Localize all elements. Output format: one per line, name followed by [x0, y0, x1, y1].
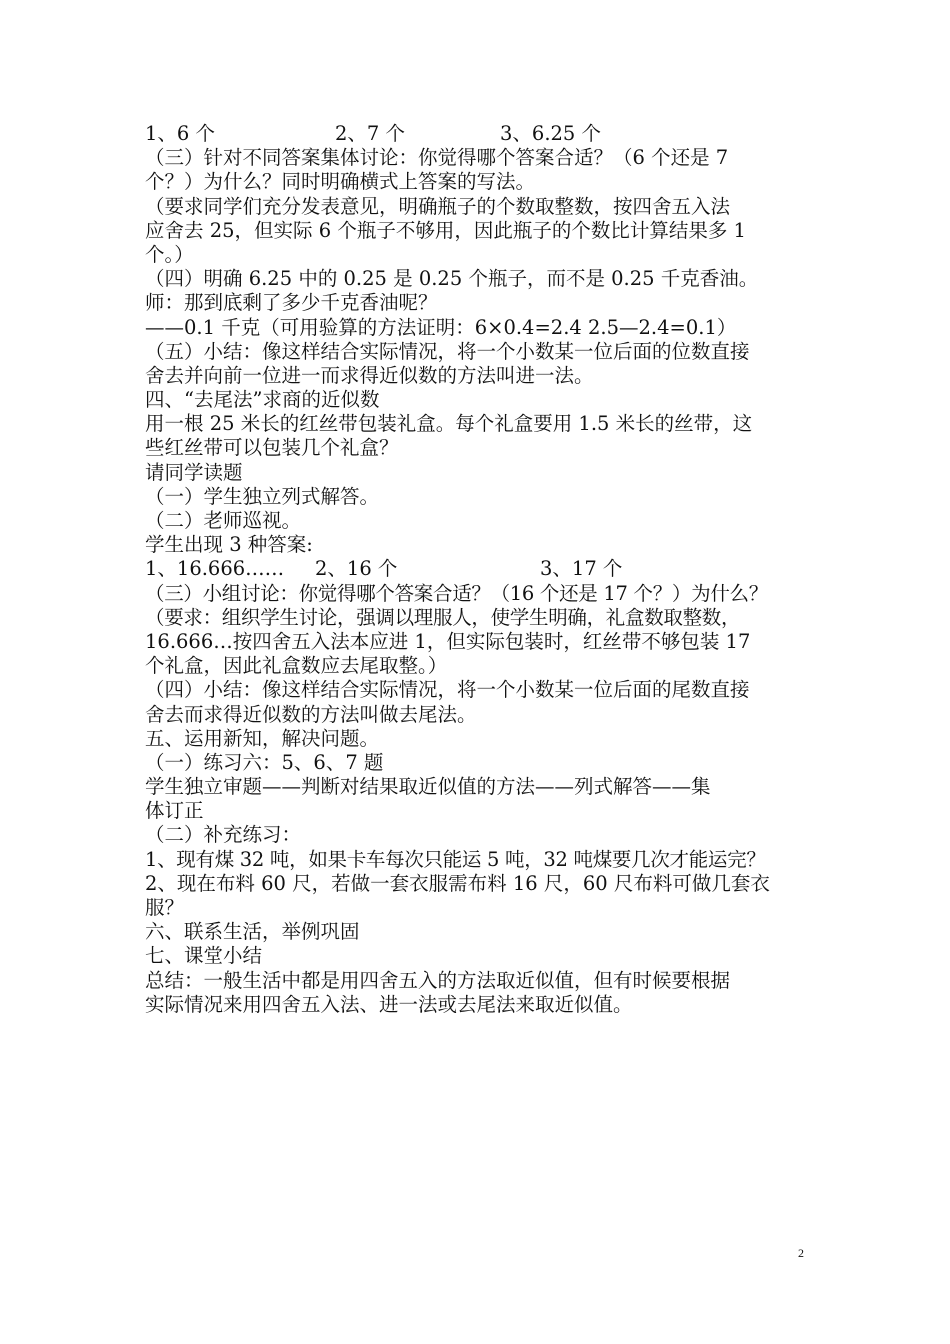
text-line: （二）老师巡视。: [145, 509, 302, 532]
answer-options-gift-boxes: [145, 557, 820, 581]
text-line: 些红丝带可以包装几个礼盒？: [145, 436, 399, 460]
text-line: 学生独立审题——判断对结果取近似值的方法——列式解答——集: [145, 775, 711, 799]
section-heading: 五、运用新知，解决问题。: [145, 726, 380, 750]
section-heading: 六、联系生活，举例巩固: [145, 920, 360, 944]
text-line: 师：那到底剩了多少千克香油呢？: [145, 291, 438, 315]
text-line: 用一根 25 米长的红丝带包装礼盒。每个礼盒要用 1.5 米长的丝带，这: [145, 412, 753, 436]
text-line: 个？）为什么？同时明确横式上答案的写法。: [145, 170, 536, 194]
text-line: 16.666…按四舍五入法本应进 1，但实际包装时，红丝带不够包装 17: [145, 629, 751, 653]
section-heading: 七、课堂小结: [145, 944, 263, 968]
text-line: 舍去并向前一位进一而求得近似数的方法叫进一法。: [145, 363, 594, 387]
text-line: （三）小组讨论：你觉得哪个答案合适？（16 个还是 17 个？）为什么？: [145, 581, 768, 605]
document-body: [145, 122, 820, 1017]
text-line: ——0.1 千克（可用验算的方法证明：6×0.4=2.4 2.5—2.4=0.1）: [145, 315, 737, 339]
text-line: 2、现在布料 60 尺，若做一套衣服需布料 16 尺，60 尺布料可做几套衣: [145, 871, 770, 895]
text-line: （要求：组织学生讨论，强调以理服人，使学生明确，礼盒数取整数，: [145, 605, 741, 629]
answer-option: 3、17 个: [540, 557, 623, 581]
text-line: 实际情况来用四舍五入法、进一法或去尾法来取近似值。: [145, 992, 633, 1016]
text-line: 体订正: [145, 799, 204, 823]
answer-option: 2、16 个: [315, 557, 398, 581]
text-line: 总结：一般生活中都是用四舍五入的方法取近似值，但有时候要根据: [145, 968, 731, 992]
answer-option: 1、16.666……: [145, 557, 285, 581]
text-line: （四）明确 6.25 中的 0.25 是 0.25 个瓶子，而不是 0.25 千克香油。: [145, 267, 759, 291]
answer-option: 3、6.25 个: [500, 122, 602, 145]
text-line: 应舍去 25，但实际 6 个瓶子不够用，因此瓶子的个数比计算结果多 1: [145, 218, 746, 242]
text-line: 请同学读题: [145, 460, 243, 484]
text-line: 服？: [145, 896, 185, 919]
text-line: 舍去而求得近似数的方法叫做去尾法。: [145, 702, 477, 726]
section-heading: 四、“去尾法”求商的近似数: [145, 388, 380, 412]
text-line: （三）针对不同答案集体讨论：你觉得哪个答案合适？（6 个还是 7: [145, 146, 729, 170]
text-line: （一）学生独立列式解答。: [145, 484, 380, 508]
answer-option: 2、7 个: [335, 122, 406, 145]
page-number: 2: [798, 1246, 804, 1260]
text-line: 个。）: [145, 242, 194, 266]
text-line: （要求同学们充分发表意见，明确瓶子的个数取整数，按四舍五入法: [145, 194, 731, 218]
text-line: （五）小结：像这样结合实际情况，将一个小数某一位后面的位数直接: [145, 339, 750, 363]
text-line: 1、现有煤 32 吨，如果卡车每次只能运 5 吨，32 吨煤要几次才能运完？: [145, 847, 766, 871]
text-line: 个礼盒，因此礼盒数应去尾取整。）: [145, 654, 448, 678]
answer-options-bottles: [145, 122, 820, 146]
answer-option: 1、6 个: [145, 122, 216, 145]
text-line: （四）小结：像这样结合实际情况，将一个小数某一位后面的尾数直接: [145, 678, 750, 702]
text-line: 学生出现 3 种答案:: [145, 533, 313, 557]
text-line: （二）补充练习：: [145, 823, 302, 847]
text-line: （一）练习六：5、6、7 题: [145, 750, 384, 774]
